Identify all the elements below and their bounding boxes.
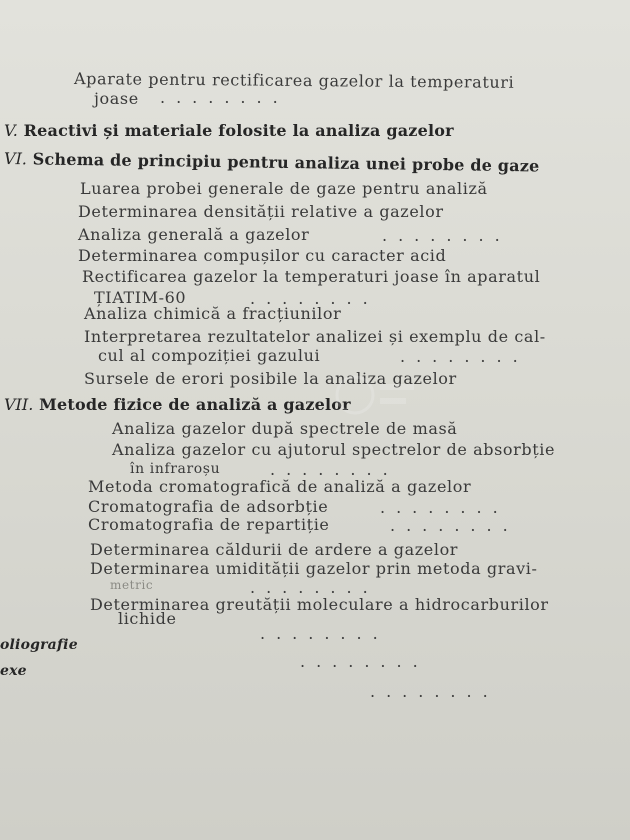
toc-entry-umiditate-l1: Determinarea umidității gazelor prin metoda gravi- <box>90 559 538 578</box>
dot-leader: ........ <box>250 289 379 308</box>
dot-leader: ........ <box>270 460 399 479</box>
section-v-number: V. <box>4 121 18 140</box>
toc-entry-aparate-l1: Aparate pentru rectificarea gazelor la temperaturi <box>73 69 515 92</box>
watermark-logo-icon <box>330 370 420 420</box>
toc-entry-interpretarea-l1: Interpretarea rezultatelor analizei și exemplu de cal- <box>84 327 546 346</box>
toc-entry-rectificarea-l2: ȚIATIM-60 <box>94 288 187 307</box>
toc-entry-compusi-acizi: Determinarea compușilor cu caracter acid <box>78 246 447 265</box>
dot-leader: ........ <box>400 347 529 366</box>
toc-entry-greutate-l1: Determinarea greutății moleculare a hidrocarburilor <box>90 595 549 614</box>
toc-entry-umiditate-l2: metric <box>110 578 154 592</box>
toc-entry-caldura-ardere: Determinarea căldurii de ardere a gazelor <box>90 540 459 559</box>
toc-entry-analiza-generala: Analiza generală a gazelor <box>78 225 310 244</box>
dot-leader: ........ <box>370 682 499 701</box>
dot-leader: ........ <box>380 498 509 517</box>
dot-leader: ........ <box>382 226 511 245</box>
toc-entry-infrarosu-l1: Analiza gazelor cu ajutorul spectrelor de absorbție <box>112 440 556 459</box>
toc-entry-bibliografie: oliografie <box>0 637 78 653</box>
toc-entry-analiza-chimica: Analiza chimică a fracțiunilor <box>84 304 342 323</box>
section-vii-title: Metode fizice de analiză a gazelor <box>39 395 351 414</box>
toc-entry-anexe: exe <box>0 663 27 679</box>
dot-leader: ........ <box>260 624 389 643</box>
toc-entry-spectre-masa: Analiza gazelor după spectrele de masă <box>112 419 458 438</box>
toc-entry-sursele-erori: Sursele de erori posibile la analiza gazelor <box>84 369 457 388</box>
dot-leader: ........ <box>250 578 379 597</box>
dot-leader: ........ <box>160 88 289 107</box>
section-vi <box>4 150 540 175</box>
section-v-title: Reactivi și materiale folosite la analiza gazelor <box>23 121 454 140</box>
section-v <box>4 122 454 140</box>
toc-entry-repartitie: Cromatografia de repartiție <box>88 515 330 534</box>
toc-entry-rectificarea-l1: Rectificarea gazelor la temperaturi joase în aparatul <box>82 267 541 286</box>
section-vii <box>4 396 351 414</box>
dot-leader: ........ <box>390 516 519 535</box>
toc-entry-greutate-l2: lichide <box>118 609 177 628</box>
section-vi-title: Schema de principiu pentru analiza unei probe de gaze <box>32 149 540 176</box>
toc-entry-luarea-probei: Luarea probei generale de gaze pentru analiză <box>80 179 488 198</box>
dot-leader: ........ <box>300 652 429 671</box>
toc-entry-interpretarea-l2: cul al compoziției gazului <box>98 346 321 365</box>
section-vii-number: VII. <box>4 395 34 414</box>
toc-entry-adsorbtie: Cromatografia de adsorbție <box>88 497 329 516</box>
toc-entry-cromatografica: Metoda cromatografică de analiză a gazelor <box>88 477 472 496</box>
toc-entry-densitate: Determinarea densității relative a gazelor <box>78 202 444 221</box>
section-vi-number: VI. <box>3 149 28 169</box>
toc-entry-aparate-l2: joase <box>94 89 139 108</box>
toc-entry-infrarosu-l2: în infraroșu <box>130 461 221 477</box>
